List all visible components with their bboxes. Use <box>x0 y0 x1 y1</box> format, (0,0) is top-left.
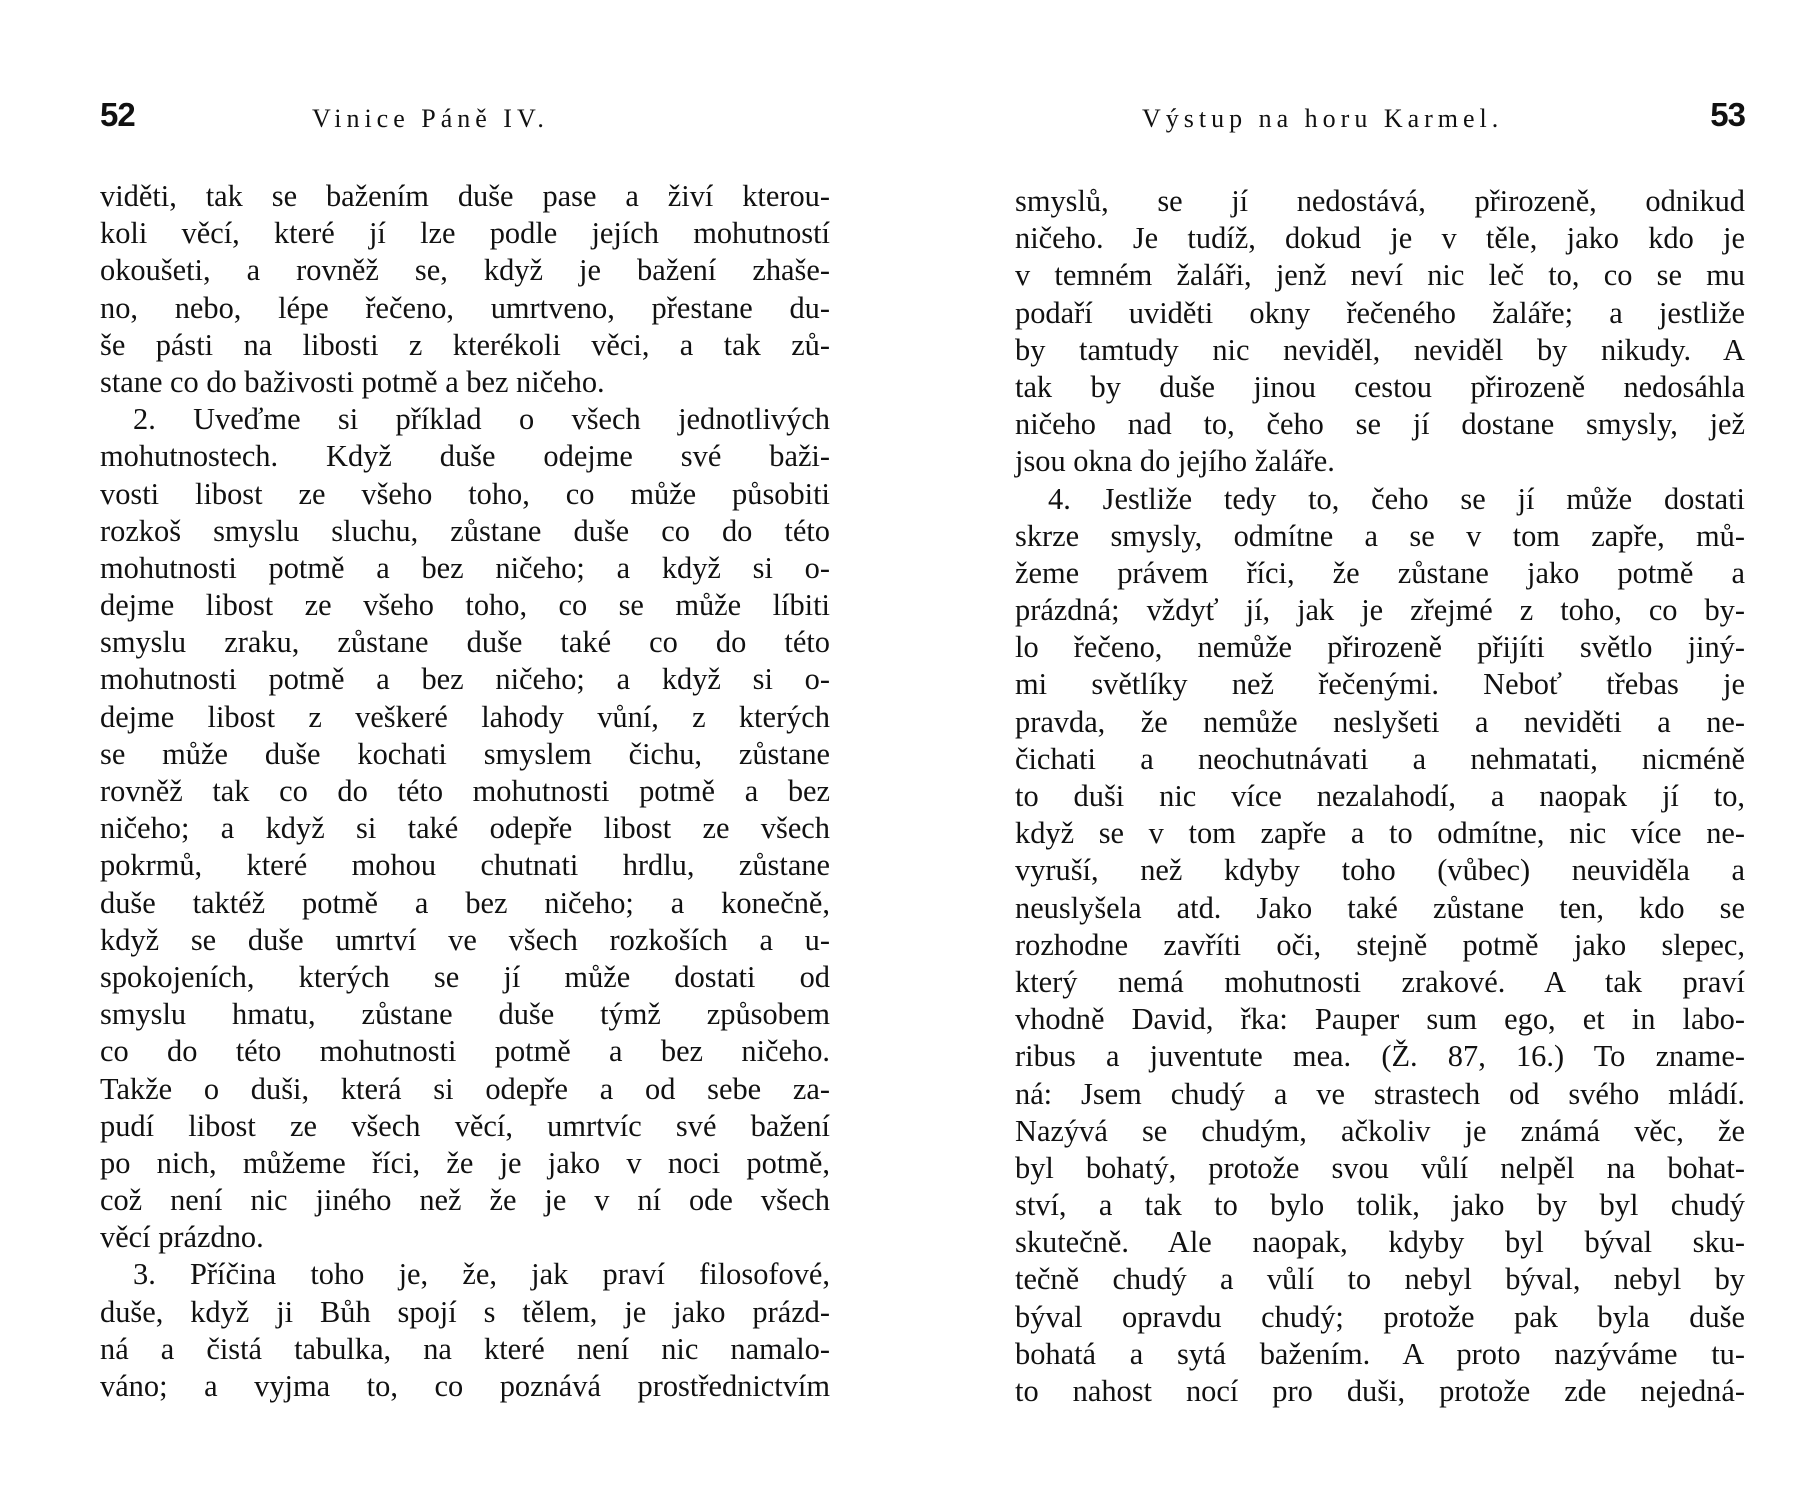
left-page-header <box>100 96 830 146</box>
text-line: viděti, tak se bažením duše pase a živí kterou- <box>100 179 830 213</box>
text-line: smyslu hmatu, zůstane duše týmž způsobem <box>100 997 830 1032</box>
text-line: bohatá a sytá bažením. A proto nazýváme tu- <box>1015 1336 1745 1371</box>
text-line: vosti libost ze všeho toho, co může působiti <box>100 476 830 511</box>
text-line: žeme právem říci, že zůstane jako potmě a <box>1015 555 1745 590</box>
text-line: mohutnostech. Když duše odejme své baži- <box>100 439 830 474</box>
text-line: lo řečeno, nemůže přirozeně přijíti světlo jiný- <box>1015 630 1745 665</box>
text-line: še pásti na libosti z kterékoli věci, a tak zů- <box>100 327 830 362</box>
text-line: když se duše umrtví ve všech rozkoších a u- <box>100 922 830 957</box>
text-line: podaří uviděti okny řečeného žaláře; a jestliže <box>1015 295 1745 330</box>
text-line: by tamtudy nic neviděl, neviděl by nikudy. A <box>1015 332 1745 367</box>
text-line: ná: Jsem chudý a ve strastech od svého mládí. <box>1015 1076 1745 1111</box>
text-line: duše, když ji Bůh spojí s tělem, je jako prázd- <box>100 1294 830 1329</box>
text-line: ničeho; a když si také odepře libost ze všech <box>100 811 830 846</box>
text-line: v temném žaláři, jenž neví nic leč to, co se mu <box>1015 258 1745 293</box>
text-line: stane co do baživosti potmě a bez ničeho. <box>100 364 605 399</box>
text-line: duše taktéž potmě a bez ničeho; a konečně, <box>100 885 830 920</box>
text-line: no, nebo, lépe řečeno, umrtveno, přestane du- <box>100 290 830 325</box>
text-line: pudí libost ze všech věcí, umrtvíc své bažení <box>100 1108 830 1143</box>
text-line: prázdná; vždyť jí, jak je zřejmé z toho, co by- <box>1015 593 1745 628</box>
text-line: když se v tom zapře a to odmítne, nic více ne- <box>1015 816 1745 851</box>
text-line: býval opravdu chudý; protože pak byla duše <box>1015 1299 1745 1334</box>
text-line: neuslyšela atd. Jako také zůstane ten, kdo se <box>1015 890 1745 925</box>
left-page-number: 52 <box>100 96 135 133</box>
text-line: mohutnosti potmě a bez ničeho; a když si o- <box>100 550 830 585</box>
text-line: smyslu zraku, zůstane duše také co do této <box>100 625 830 660</box>
text-line: tečně chudý a vůlí to nebyl býval, nebyl by <box>1015 1262 1745 1297</box>
text-line: vyruší, než kdyby toho (vůbec) neuviděla a <box>1015 853 1745 888</box>
text-line: rozkoš smyslu sluchu, zůstane duše co do této <box>100 513 830 548</box>
text-line: ničeho. Je tudíž, dokud je v těle, jako kdo je <box>1015 221 1745 256</box>
text-line: Nazývá se chudým, ačkoliv je známá věc, že <box>1015 1113 1745 1148</box>
right-page-text <box>1015 183 1745 1410</box>
text-line: spokojeních, kterých se jí může dostati od <box>100 959 830 994</box>
text-line: smyslů, se jí nedostává, přirozeně, odnikud <box>1015 184 1745 218</box>
text-line: ribus a juventute mea. (Ž. 87, 16.) To zname- <box>1015 1039 1745 1074</box>
text-line: to duši nic více nezalahodí, a naopak jí to, <box>1015 779 1745 813</box>
left-page-text <box>100 178 830 1405</box>
text-line: dejme libost z veškeré lahody vůní, z kterých <box>100 699 830 734</box>
text-line: pravda, že nemůže neslyšeti a neviděti a ne- <box>1015 704 1745 739</box>
right-page-number: 53 <box>1710 96 1745 133</box>
text-line: 2. Uveďme si příklad o všech jednotlivých <box>133 402 830 437</box>
text-line: rozhodne zavříti oči, stejně potmě jako slepec, <box>1015 927 1745 962</box>
text-line: rovněž tak co do této mohutnosti potmě a bez <box>100 774 830 808</box>
right-page-header <box>1015 96 1745 146</box>
text-line: vhodně David, řka: Pauper sum ego, et in labo- <box>1015 1002 1745 1037</box>
text-line: co do této mohutnosti potmě a bez ničeho. <box>100 1034 830 1069</box>
right-running-title: Výstup na horu Karmel. <box>1142 104 1504 133</box>
text-line: koli věcí, které jí lze podle jejích mohutností <box>100 216 830 251</box>
text-line: jsou okna do jejího žaláře. <box>1015 444 1335 479</box>
text-line: čichati a neochutnávati a nehmatati, nicméně <box>1015 741 1745 776</box>
text-line: ství, a tak to bylo tolik, jako by byl chudý <box>1015 1188 1745 1223</box>
text-line: který nemá mohutnosti zrakové. A tak praví <box>1015 964 1745 999</box>
text-line: skrze smysly, odmítne a se v tom zapře, mů- <box>1015 518 1745 553</box>
text-line: mohutnosti potmě a bez ničeho; a když si o- <box>100 662 830 697</box>
text-line: dejme libost ze všeho toho, co se může líbiti <box>100 588 830 623</box>
left-running-title: Vinice Páně IV. <box>312 104 549 133</box>
text-line: mi světlíky než řečenými. Neboť třebas je <box>1015 667 1745 702</box>
text-line: po nich, můžeme říci, že je jako v noci potmě, <box>100 1145 830 1180</box>
text-line: 4. Jestliže tedy to, čeho se jí může dostati <box>1048 481 1745 516</box>
text-line: Takže o duši, která si odepře a od sebe za- <box>100 1071 830 1106</box>
text-line: skutečně. Ale naopak, kdyby byl býval sku- <box>1015 1225 1745 1260</box>
text-line: okoušeti, a rovněž se, když je bažení zhaše- <box>100 253 830 288</box>
text-line: tak by duše jinou cestou přirozeně nedosáhla <box>1015 369 1745 404</box>
text-line: pokrmů, které mohou chutnati hrdlu, zůstane <box>100 848 830 883</box>
text-line: váno; a vyjma to, co poznává prostřednictvím <box>100 1369 830 1403</box>
text-line: ničeho nad to, čeho se jí dostane smysly, jež <box>1015 407 1745 442</box>
text-line: to nahost nocí pro duši, protože zde nejedná- <box>1015 1374 1745 1408</box>
text-line: 3. Příčina toho je, že, jak praví filosofové, <box>133 1257 830 1292</box>
text-line: se může duše kochati smyslem čichu, zůstane <box>100 736 830 771</box>
text-line: byl bohatý, protože svou vůlí nelpěl na bohat- <box>1015 1150 1745 1185</box>
text-line: což není nic jiného než že je v ní ode všech <box>100 1183 830 1218</box>
text-line: ná a čistá tabulka, na které není nic namalo- <box>100 1331 830 1366</box>
text-line: věcí prázdno. <box>100 1220 264 1255</box>
